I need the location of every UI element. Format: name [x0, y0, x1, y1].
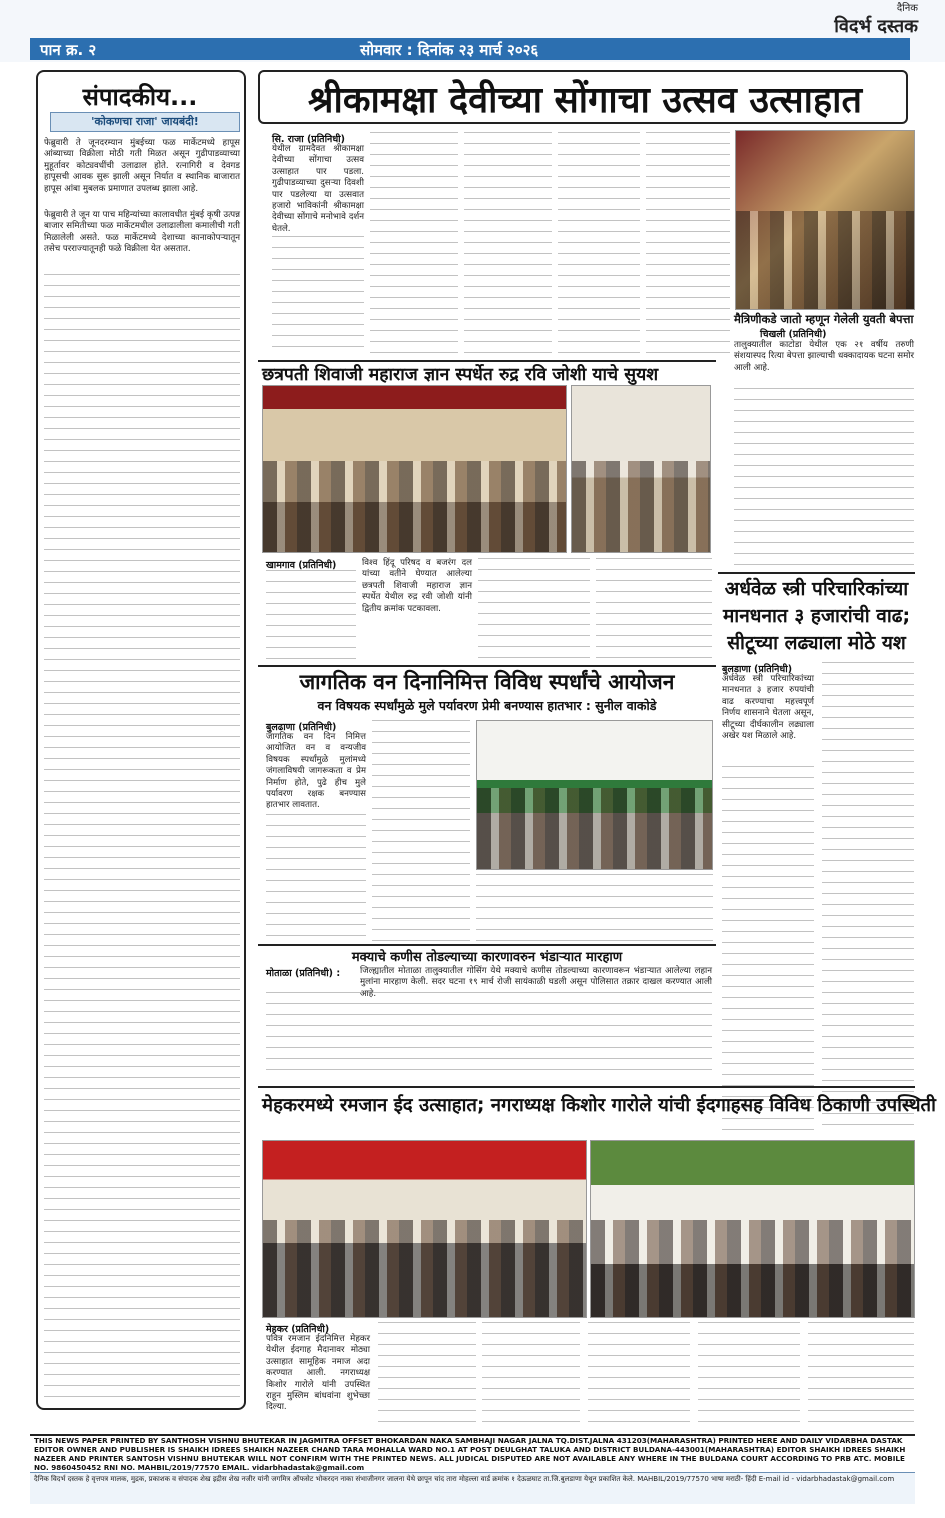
- imprint-marathi: दैनिक विदर्भ दस्तक हे वृत्तपत्र मालक, मुद्रक, प्रकाशक व संपादक शेख इद्रीस शेख नजीर यांनी जगमित्र ऑफसेट भोकरदन नाका संभाजीनगर जालना येथे छापून चांद तारा मोहल्ला वार्ड क्रमांक १ देऊळघाट ता.जि.बुलडाणा येथून प्रकाशित केले. MAHBIL/2019/77570 भाषा मराठी- हिंदी E-mail id - vidarbhadastak@gmail.com: [30, 1472, 915, 1504]
- article-kamaksha-col2: [370, 132, 458, 357]
- quiz-award-photo: [262, 385, 567, 553]
- article-missing-lead: तालुक्यातील काटोडा येथील एक २१ वर्षीय तरुणी संशयास्पद रित्या बेपत्ता झाल्याची धक्कादायक घटना समोर आली आहे.: [734, 340, 914, 373]
- divider: [718, 572, 915, 574]
- headline-forest-day: जागतिक वन दिनानिमित्त विविध स्पर्धांचे आयोजन: [299, 670, 675, 694]
- forest-day-photo: [476, 720, 713, 870]
- eid-gathering-photo-2: [590, 1140, 915, 1318]
- article-kamaksha-col5: [646, 132, 730, 357]
- page-number: पान क्र. २: [40, 41, 97, 59]
- byline-missing: चिखली (प्रतिनिधी): [760, 329, 827, 340]
- byline-eid: मेहकर (प्रतिनिधी): [266, 1324, 330, 1335]
- article-forest-col2: [372, 720, 470, 942]
- article-forest-lead: जागतिक वन दिन निमित्त आयोजित वन व वन्यजीव विषयक स्पर्धांमुळे मुलांमध्ये जंगलाविषयी जागरूकता व प्रेम निर्माण होते, पुढे हीच मुले पर्यावरण रक्षक बनण्यास हातभार लावतात.: [266, 732, 366, 811]
- article-corn-body: [266, 992, 712, 1078]
- eid-gathering-photo-1: [262, 1140, 587, 1318]
- byline-corn: मोताळा (प्रतिनिधी) :: [266, 968, 341, 979]
- article-forest-col3: [476, 874, 713, 942]
- article-nurses-col2: [822, 662, 914, 1130]
- masthead-logo: [828, 0, 918, 40]
- logo-name: विदर्भ दस्तक: [834, 16, 918, 37]
- article-eid-lead: पवित्र रमजान ईदनिमित्त मेहकर येथील ईदगाह मैदानावर मोठ्या उत्साहात सामूहिक नमाज अदा करण्यात आली. नगराध्यक्ष किशोर गारोले यांनी उपस्थित राहून मुस्लिम बांधवांना शुभेच्छा दिल्या.: [266, 1334, 370, 1413]
- byline-quiz: खामगाव (प्रतिनिधी): [266, 560, 337, 571]
- article-quiz-col3: [478, 558, 590, 660]
- divider: [258, 944, 716, 946]
- article-eid-col6: [808, 1322, 914, 1424]
- article-nurses-lead: अर्धवेळ स्त्री परिचारिकांच्या मानधनात ३ हजार रुपयांची वाढ करण्याचा महत्त्वपूर्ण निर्णय शासनाने घेतला असून, सीटूच्या दीर्घकालीन लढ्याला अखेर यश मिळाले आहे.: [722, 674, 814, 742]
- editorial-paragraph-1: फेब्रुवारी ते जूनदरम्यान मुंबईच्या फळ मार्केटमध्ये हापूस आंब्याच्या विक्रीला मोठी गती मिळत असून गुढीपाडव्याच्या मुहूर्तावर कोट्यवधींची उलाढाल होते. रत्नागिरी व देवगड हापूसची आवक सुरू झाली असून निर्यात व स्थानिक बाजारात हापूस आंबा मुबलक प्रमाणात उपलब्ध झाला आहे.: [44, 138, 240, 194]
- article-quiz-col1: [266, 570, 356, 660]
- headline-nurses-pay: अर्धवेळ स्त्री परिचारिकांच्या मानधनात ३ हजारांची वाढ; सीटूच्या लढ्याला मोठे यश: [722, 578, 911, 654]
- logo-small-text: दैनिक: [896, 3, 918, 14]
- article-missing-body: [734, 388, 914, 568]
- editorial-paragraph-2: फेब्रुवारी ते जून या पाच महिन्यांच्या कालावधीत मुंबई कृषी उत्पन्न बाजार समितीच्या फळ मार्केटमधील उलाढालीला कमालीची गती मिळालेली असते. फळ मार्केटमध्ये देशाच्या कानाकोपऱ्यातून तसेच परराज्यातूनही फळे विक्रीला येत असतात.: [44, 210, 240, 255]
- headline-ramzan-eid: मेहकरमध्ये रमजान ईद उत्साहात; नगराध्यक्ष किशोर गारोले यांची ईदगाहसह विविध ठिकाणी उपस्थिती: [262, 1095, 936, 1116]
- article-corn-lead: जिल्ह्यातील मोताळा तालुक्यातील गोसिंग येथे मक्याचे कणीस तोडल्याच्या कारणावरून भंडाऱ्यात आलेल्या लहान मुलांना मारहाण केली. सदर घटना १९ मार्च रोजी सायंकाळी घडली असून पोलिसात तक्रार दाखल करण्यात आली आहे.: [360, 966, 712, 999]
- byline-nurses: बुलडाणा (प्रतिनिधी): [722, 664, 793, 675]
- divider: [258, 1086, 915, 1088]
- editorial-subtitle: 'कोकणचा राजा' जायबंदी!: [50, 112, 240, 132]
- article-kamaksha-col3: [464, 132, 552, 357]
- article-eid-col5: [698, 1322, 800, 1424]
- subheadline-forest-day: वन विषयक स्पर्धांमुळे मुले पर्यावरण प्रेमी बनण्यास हातभार : सुनील वाकोडे: [317, 698, 657, 713]
- editorial-title: संपादकीय...: [82, 83, 198, 111]
- headline-quiz-success: छत्रपती शिवाजी महाराज ज्ञान स्पर्धेत रुद्र रवि जोशी याचे सुयश: [262, 365, 659, 385]
- article-nurses-col1: [722, 766, 814, 1130]
- byline-forest: बुलढाणा (प्रतिनिधी): [266, 722, 337, 733]
- article-quiz-lead: विश्व हिंदू परिषद व बजरंग दल यांच्या वतीने घेण्यात आलेल्या छत्रपती शिवाजी महाराज ज्ञान स्पर्धेत येथील रुद्र रवी जोशी यांनी द्वितीय क्रमांक पटकावला.: [362, 558, 472, 614]
- missing-girl-caption: मैत्रिणीकडे जातो म्हणून गेलेली युवती बेपत्ता: [734, 312, 914, 326]
- kamaksha-festival-photo: [735, 130, 915, 310]
- article-eid-col4: [588, 1322, 690, 1424]
- byline-kamaksha: सि. राजा (प्रतिनिधी): [272, 134, 345, 145]
- imprint-english: THIS NEWS PAPER PRINTED BY SANTHOSH VISHNU BHUTEKAR IN JAGMITRA OFFSET BHOKARDAN NAKA SAMBHAJI NAGAR JALNA TQ.DIST.JALNA 431203(MAHARASHTRA) PRINTED HERE AND DAILY VIDARBHA DASTAK EDITOR OWNER AND PUBLISHER IS SHAIKH IDREES SHAIKH NAZEER CHAND TARA MOHALLA WARD NO.1 AT POST DEULGHAT TALUKA AND DISTRICT BULDANA-443001(MAHARASHTRA) EDITOR SHAIKH IDREES SHAIKH NAZEER AND PRINTER SANTOSH VISHNU BHUTEKAR WILL NOT CONFIRM WITH THE PRINTED NEWS. ALL JUDICAL DISPUTED ARE NOT AVAILABLE ANY WHERE IN THE BULDANA COURT ACCORDING TO PRB ATC. MOBILE NO. 9860450452 RNI NO. MAHBIL/2019/77570 EMAIL. vidarbhadastak@gmail.com: [34, 1436, 906, 1472]
- headline-corn-assault: मक्याचे कणीस तोडल्याच्या कारणावरुन भंडाऱ्यात मारहाण: [351, 950, 623, 965]
- article-forest-col1: [266, 814, 366, 942]
- headline-kamaksha: श्रीकामक्षा देवीच्या सोंगाचा उत्सव उत्साहात: [308, 80, 862, 121]
- article-kamaksha-col4: [558, 132, 640, 357]
- editorial-body-text: [44, 274, 240, 1404]
- article-quiz-col4: [596, 558, 712, 660]
- issue-date: सोमवार : दिनांक २३ मार्च २०२६: [360, 41, 539, 59]
- quiz-student-photo: [571, 385, 711, 553]
- divider: [258, 665, 716, 667]
- article-kamaksha-col1: [272, 236, 364, 356]
- article-eid-col2: [378, 1322, 476, 1424]
- article-kamaksha-lead: येथील ग्रामदैवत श्रीकामक्षा देवीच्या सोंगाचा उत्सव उत्साहात पार पडला. गुढीपाडव्याच्या दुसऱ्या दिवशी पार पडलेल्या या उत्सवात हजारो भाविकांनी श्रीकामक्षा देवीच्या सोंगाचे मनोभावे दर्शन घेतले.: [272, 144, 364, 234]
- article-eid-col3: [482, 1322, 580, 1424]
